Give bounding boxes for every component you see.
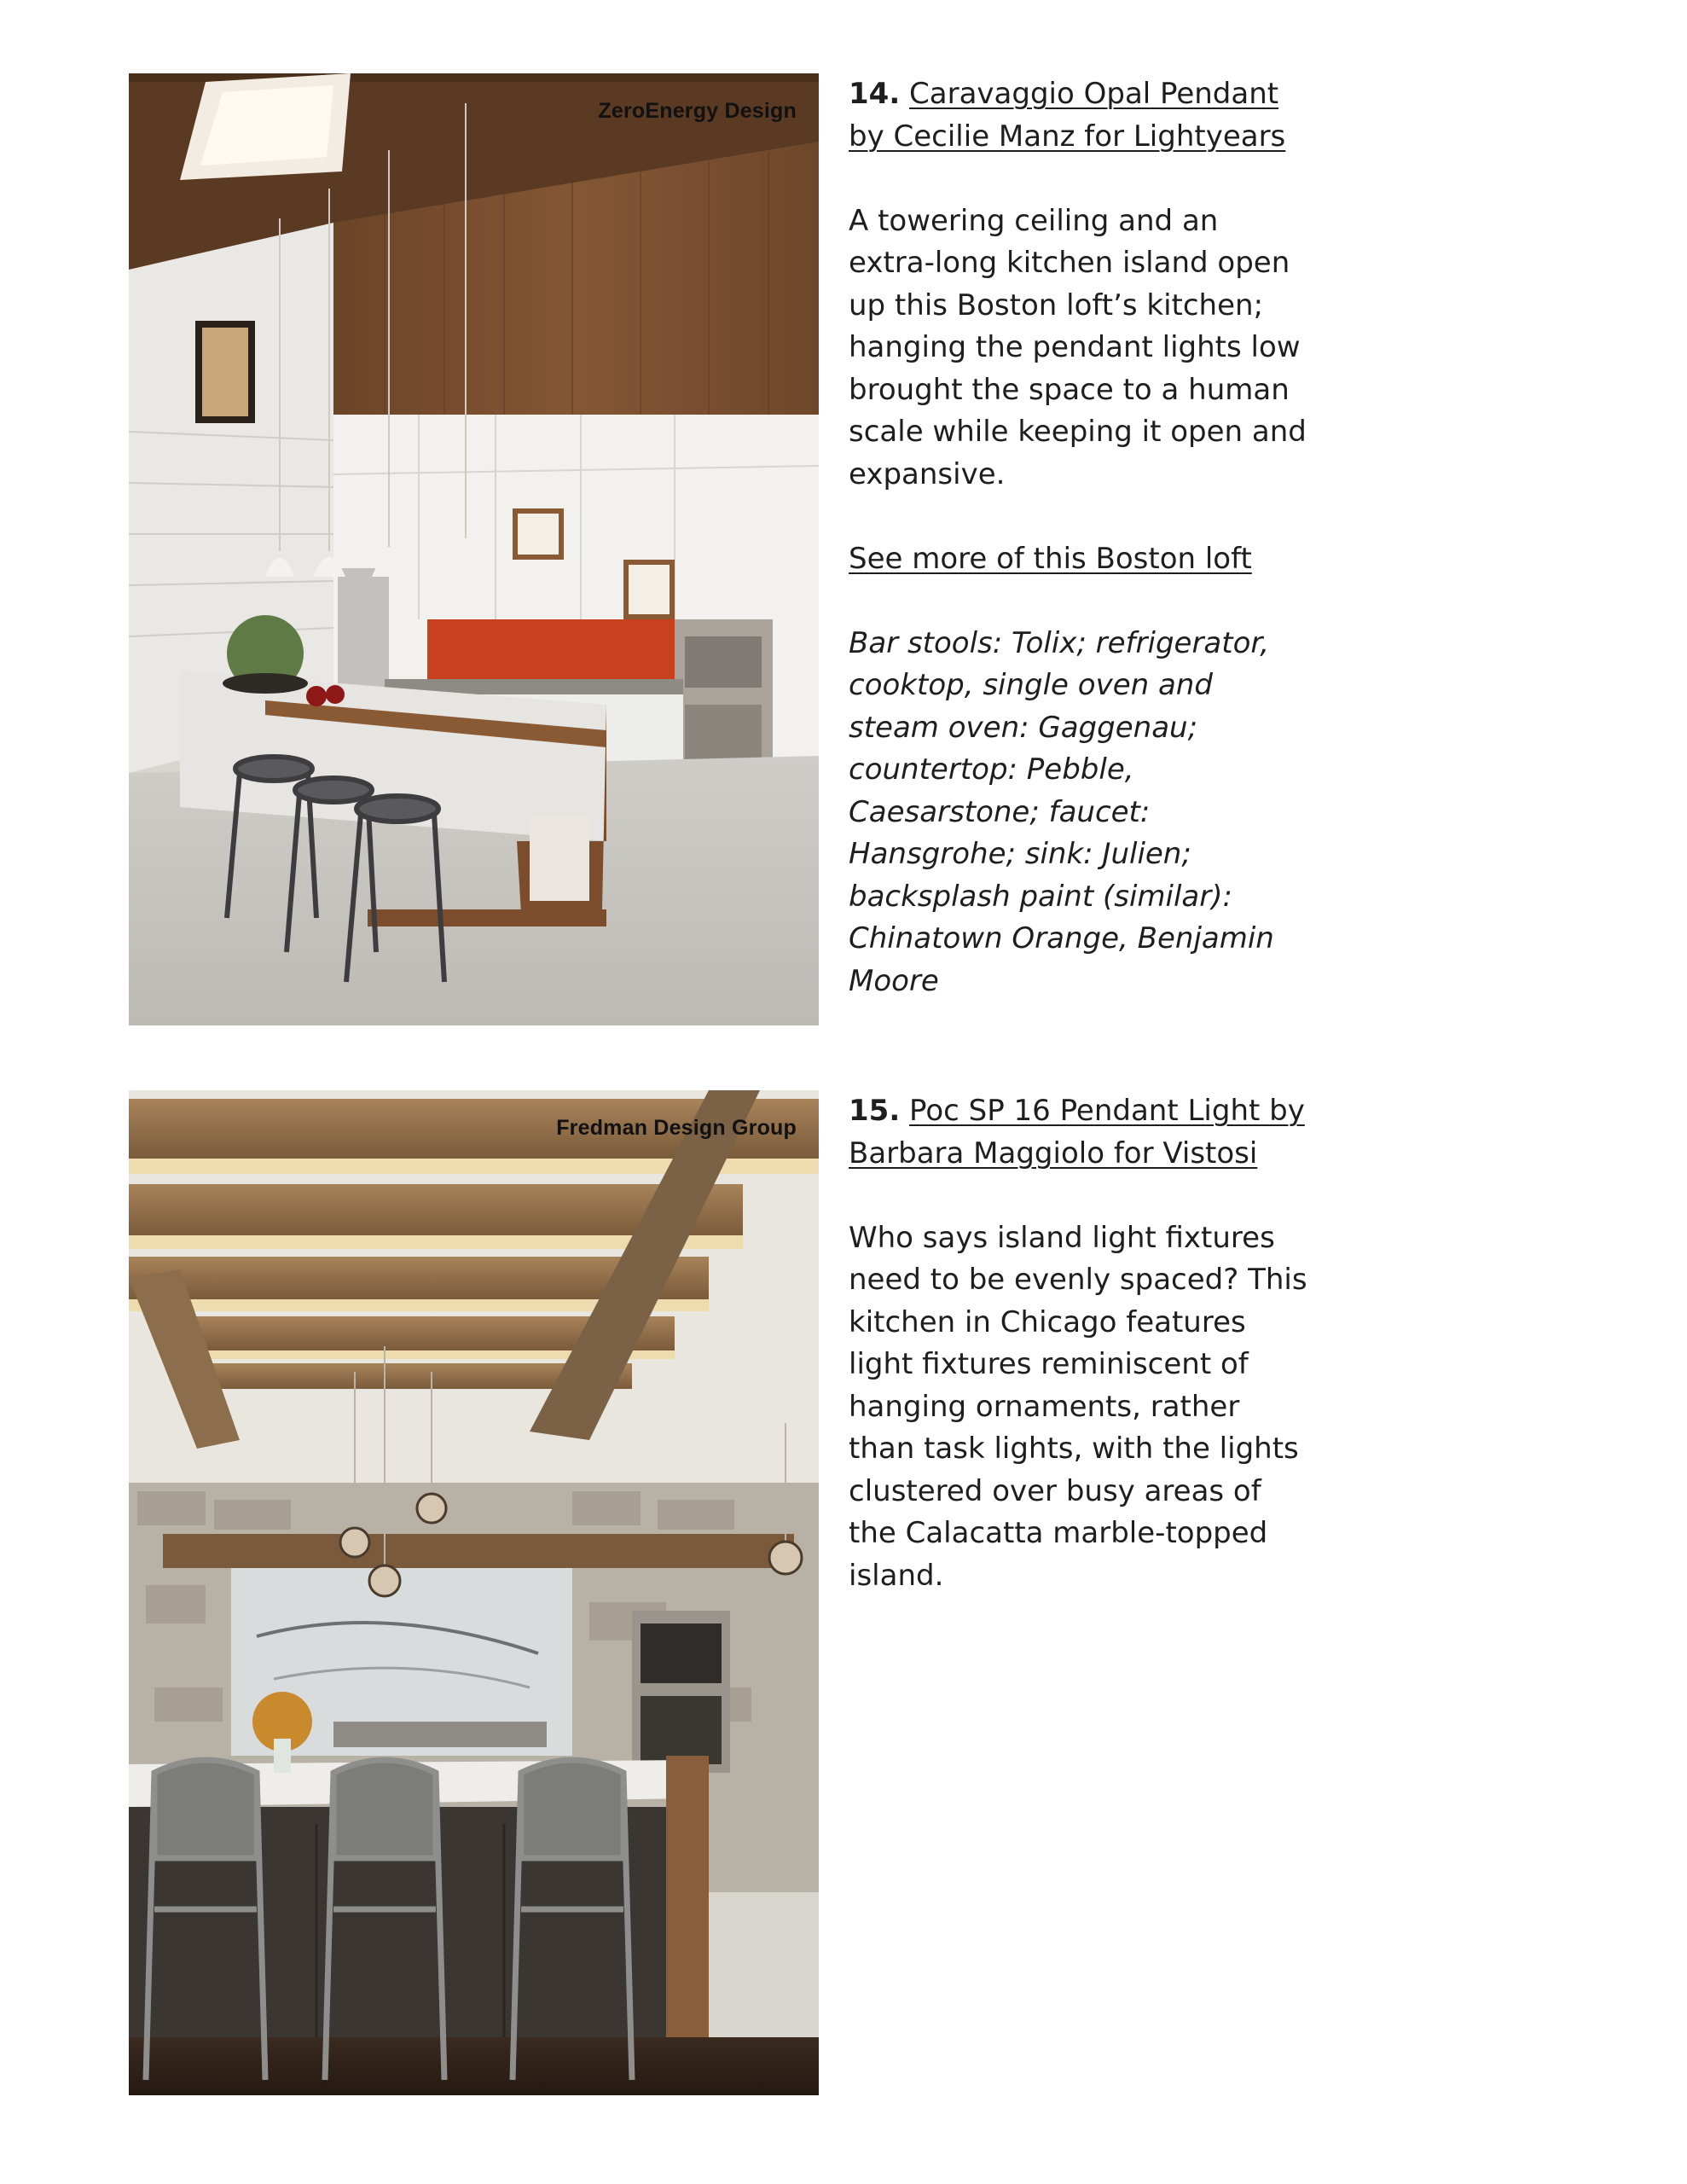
entry-text xyxy=(849,1090,1309,1640)
product-link[interactable]: Poc SP 16 Pendant Light by Barbara Maggiolo for Vistosi xyxy=(849,1094,1305,1170)
entry-text xyxy=(849,73,1309,1045)
entry-description: Who says island light fixtures need to be evenly spaced? This kitchen in Chicago features light fixtures reminiscent of hanging ornaments, rather than task lights, with the lights clustered over busy areas of the Calacatta marble-topped island. xyxy=(849,1220,1307,1593)
entry-number: 15. xyxy=(849,1094,901,1128)
photo-credit: Fredman Design Group xyxy=(556,1116,797,1140)
entry-description: A towering ceiling and an extra-long kitchen island open up this Boston loft’s kitchen; hanging the pendant lights low brought the space to a human scale while keeping it open and expansive. xyxy=(849,203,1307,491)
see-more-link[interactable]: See more of this Boston loft xyxy=(849,541,1252,576)
entry-number: 14. xyxy=(849,77,901,111)
entry-heading xyxy=(849,73,1309,158)
kitchen-photo-boston-loft[interactable] xyxy=(129,73,819,1025)
kitchen-illustration xyxy=(129,1090,819,2095)
entry-heading xyxy=(849,1090,1309,1175)
photo-credit: ZeroEnergy Design xyxy=(598,99,797,123)
product-credits: Bar stools: Tolix; refrigerator, cooktop, single oven and steam oven: Gaggenau; countertop: Pebble, Caesarstone; faucet: Hansgrohe; sink: Julien; backsplash paint (similar): Chinatown Orange, Benjamin Moore xyxy=(849,625,1274,998)
kitchen-illustration xyxy=(129,73,819,1025)
kitchen-photo-chicago[interactable] xyxy=(129,1090,819,2095)
product-link[interactable]: Caravaggio Opal Pendant by Cecilie Manz for Lightyears xyxy=(849,77,1286,154)
